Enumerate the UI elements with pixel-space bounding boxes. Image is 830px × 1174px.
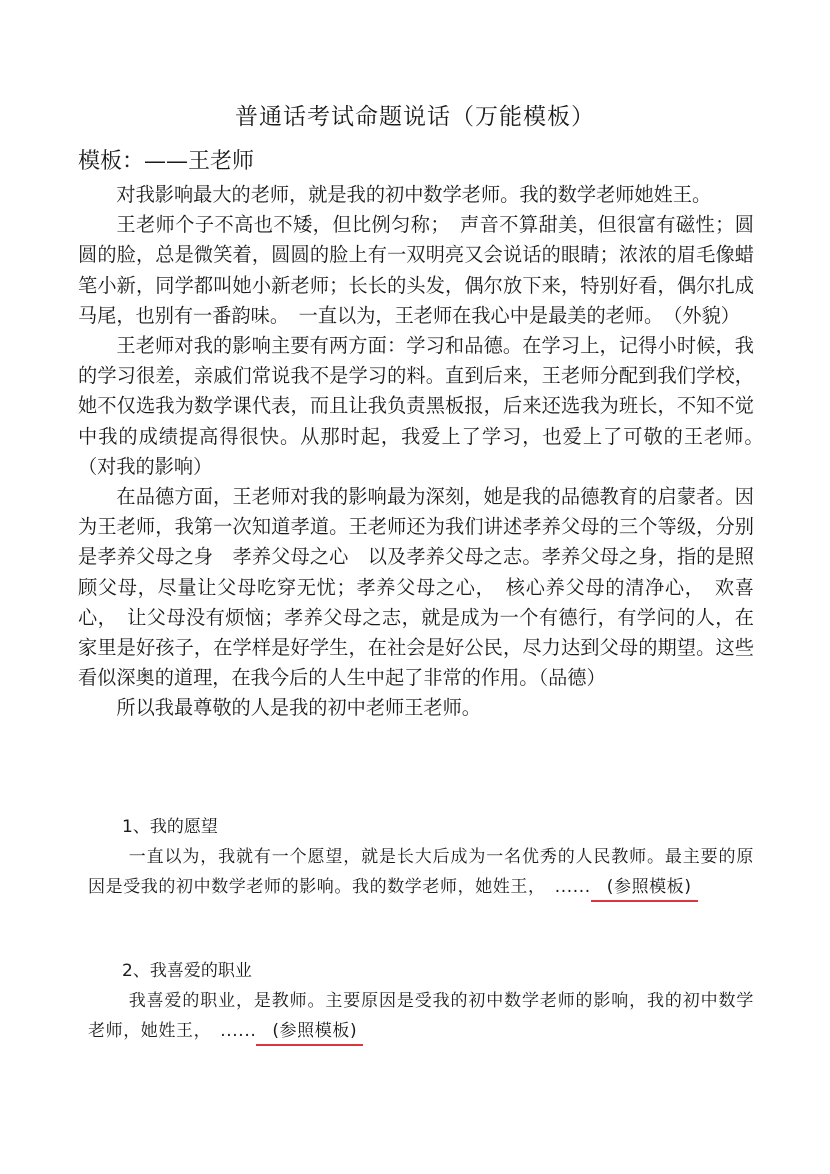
paragraph-influence: 王老师对我的影响主要有两方面：学习和品德。在学习上，记得小时候，我的学习很差，亲戚们常说我不是学习的料。直到后来，王老师分配到我们学校，她不仅选我为数学课代表，而且让我负责黑板报，后来还选我为班长，不知不觉中我的成绩提高得很快。从那时起，我爱上了学习，也爱上了可敬的王老师。 （对我的影响） <box>78 334 774 478</box>
essay-body <box>78 180 774 724</box>
section-body-text: 我喜爱的职业，是教师。主要原因是受我的初中数学老师的影响，我的初中数学老师，她姓王， ...... <box>88 991 754 1041</box>
reference-note: (参照模板) <box>256 1018 363 1046</box>
paragraph-conclusion: 所以我最尊敬的人是我的初中老师王老师。 <box>116 696 481 720</box>
section-body <box>78 842 754 902</box>
template-subtitle: 模板：——王老师 <box>78 149 255 174</box>
paragraph-morality: 在品德方面，王老师对我的影响最为深刻，她是我的品德教育的启蒙者。因为王老师，我第一次知道孝道。王老师还为我们讲述孝养父母的三个等级，分别是孝养父母之身 孝养父母之心 以及孝养父母之志。孝养父母之身，指的是照顾父母，尽量让父母吃穿无忧；孝养父母之心， 核心养父母的清净心， 欢喜心， 让父母没有烦恼；孝养父母之志，就是成为一个有德行，有学问的人，在家里是好孩子，在学样是好学生，在社会是好公民，尽力达到父母的期望。这些看似深奥的道理，在我今后的人生中起了非常的作用。（品德） <box>78 485 754 690</box>
section-heading: 1、我的愿望 <box>122 817 218 837</box>
paragraph-intro: 对我影响最大的老师，就是我的初中数学老师。我的数学老师她姓王。 <box>116 183 712 206</box>
paragraph-appearance: 王老师个子不高也不矮，但比例匀称； 声音不算甜美，但很富有磁性；圆圆的脸，总是微笑着，圆圆的脸上有一双明亮又会说话的眼睛；浓浓的眉毛像蜡笔小新，同学都叫她小新老师；长长的头发，偶尔放下来，特别好看，偶尔扎成马尾，也别有一番韵味。 一直以为，王老师在我心中是最美的老师。 （外貌） <box>78 213 754 327</box>
section-favorite-job <box>78 956 754 1046</box>
section-my-wish <box>78 812 754 902</box>
section-body <box>78 986 754 1046</box>
document-title: 普通话考试命题说话（万能模板） <box>235 104 595 130</box>
section-heading: 2、我喜爱的职业 <box>122 961 252 981</box>
section-body-text: 一直以为，我就有一个愿望，就是长大后成为一名优秀的人民教师。最主要的原因是受我的初中数学老师的影响。我的数学老师，她姓王， ...... <box>88 847 754 897</box>
reference-note: (参照模板) <box>591 874 698 902</box>
